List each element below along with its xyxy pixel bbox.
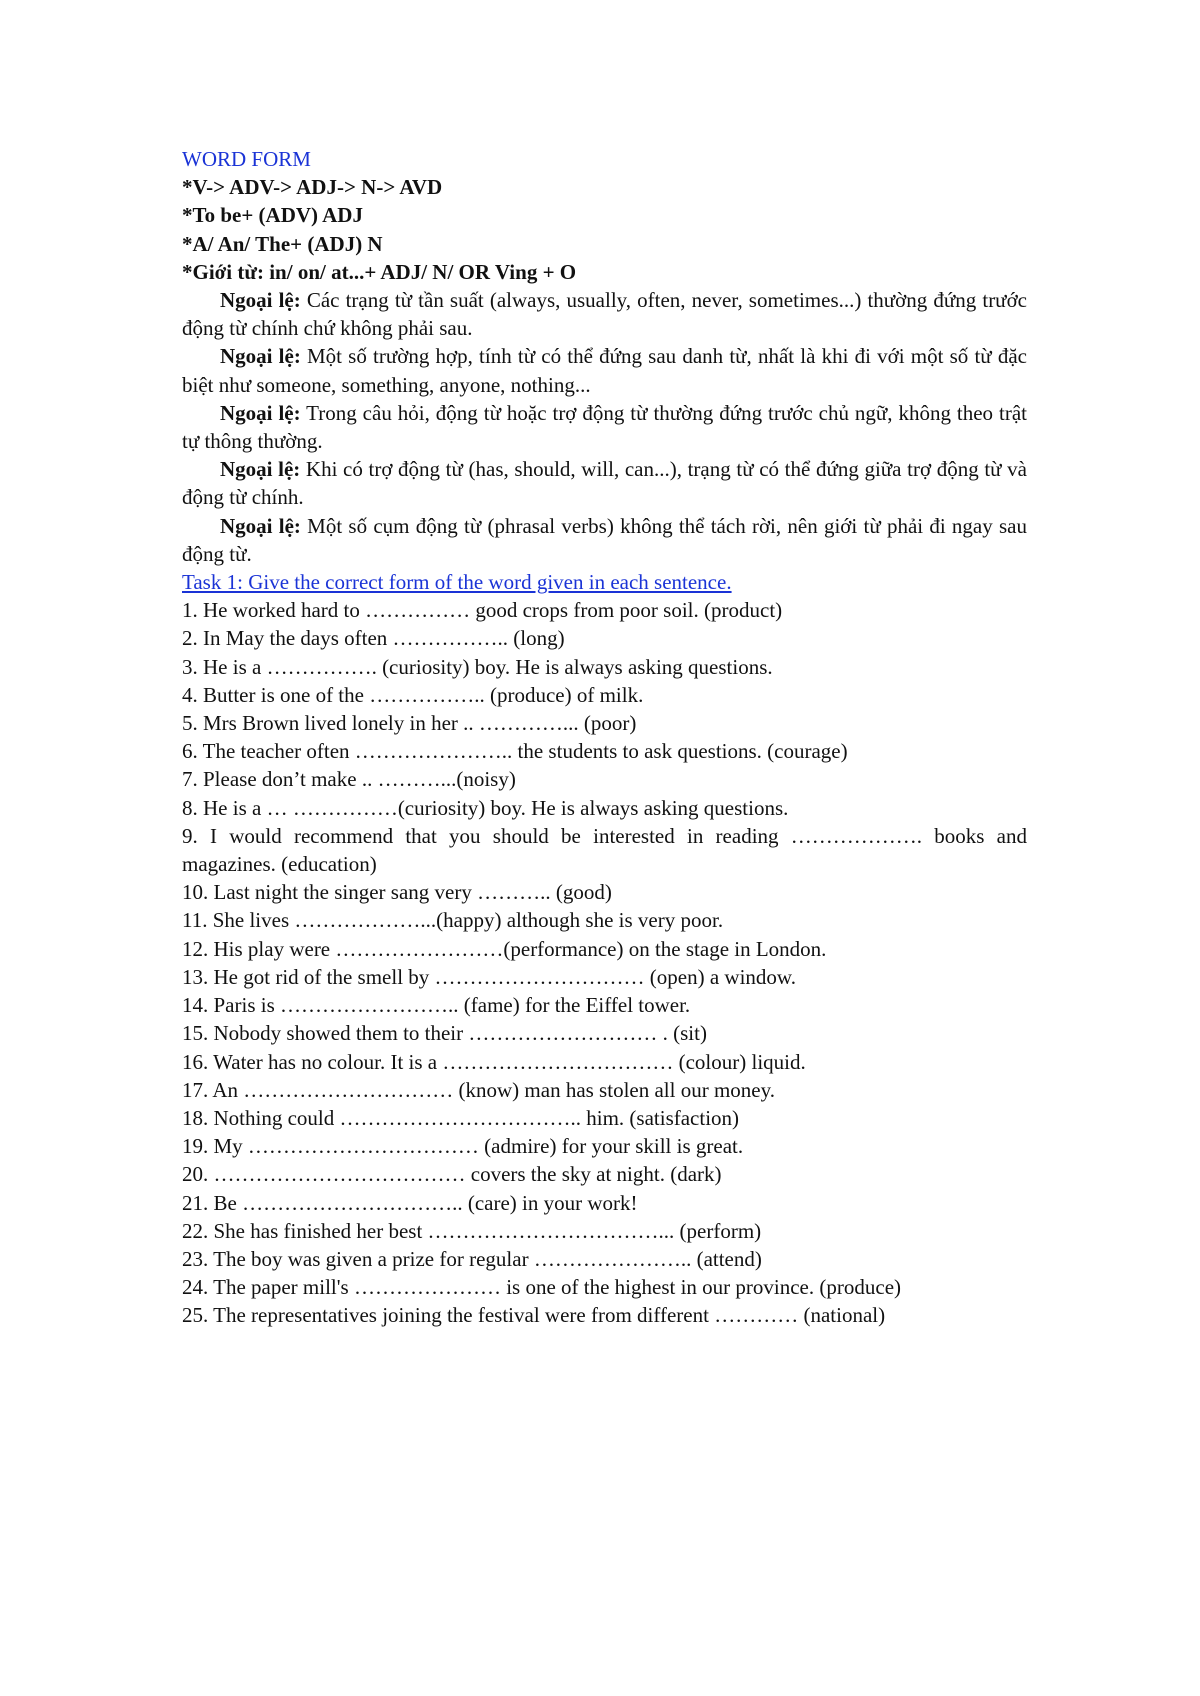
exercise-item: 18. Nothing could …………………………….. him. (satisfaction) xyxy=(182,1105,740,1130)
exception-text: Một số trường hợp, tính từ có thể đứng sau danh từ, nhất là khi đi với một số từ đặc biệt như someone, something, anyone, nothing... xyxy=(182,344,1027,397)
exercise-item: 20. ……………………………… covers the sky at night. (dark) xyxy=(182,1162,722,1187)
exception-note xyxy=(182,512,1027,568)
exercise-item: 22. She has finished her best ……………………………... (perform) xyxy=(182,1218,762,1243)
exception-note xyxy=(182,342,1027,398)
exercise-item: 25. The representatives joining the festival were from different ………… (national) xyxy=(182,1303,886,1328)
exercise-item: 13. He got rid of the smell by ………………………… (open) a window. xyxy=(182,964,796,989)
exception-text: Một số cụm động từ (phrasal verbs) không thể tách rời, nên giới từ phải đi ngay sau động từ. xyxy=(182,513,1027,566)
document-page xyxy=(182,145,1027,1330)
exercise-item: 5. Mrs Brown lived lonely in her .. …………... (poor) xyxy=(182,711,637,736)
exception-label: Ngoại lệ: xyxy=(220,288,301,313)
exception-label: Ngoại lệ: xyxy=(220,457,301,482)
exercise-item: 16. Water has no colour. It is a …………………………… (colour) liquid. xyxy=(182,1049,806,1074)
exercise-item: 10. Last night the singer sang very ……….. (good) xyxy=(182,880,612,905)
rule-3: *A/ An/ The+ (ADJ) N xyxy=(182,231,383,256)
rule-4: *Giới từ: in/ on/ at...+ ADJ/ N/ OR Ving + O xyxy=(182,259,577,284)
exercise-item: 4. Butter is one of the …………….. (produce) of milk. xyxy=(182,682,644,707)
exercise-item: 2. In May the days often …………….. (long) xyxy=(182,626,565,651)
exception-label: Ngoại lệ: xyxy=(220,400,301,425)
rule-2: *To be+ (ADV) ADJ xyxy=(182,203,363,228)
exercise-item: 12. His play were ……………………(performance) on the stage in London. xyxy=(182,936,827,961)
exercise-item: 8. He is a … ……………(curiosity) boy. He is always asking questions. xyxy=(182,795,789,820)
exercise-item: 24. The paper mill's ………………… is one of the highest in our province. (produce) xyxy=(182,1275,902,1300)
exception-text: Khi có trợ động từ (has, should, will, can...), trạng từ có thể đứng giữa trợ động từ và động từ chính. xyxy=(182,457,1027,510)
task-heading: Task 1: Give the correct form of the word given in each sentence. xyxy=(182,570,732,595)
exception-note xyxy=(182,455,1027,511)
exception-label: Ngoại lệ: xyxy=(220,513,301,538)
exercise-item: 15. Nobody showed them to their ……………………… . (sit) xyxy=(182,1021,707,1046)
exercise-item: 14. Paris is …………………….. (fame) for the Eiffel tower. xyxy=(182,993,691,1018)
exercise-item: 11. She lives ………………...(happy) although she is very poor. xyxy=(182,908,724,933)
exercise-item: 23. The boy was given a prize for regular ………………….. (attend) xyxy=(182,1246,762,1271)
exercise-item: 7. Please don’t make .. ………...(noisy) xyxy=(182,767,516,792)
exercise-item: 3. He is a ……………. (curiosity) boy. He is always asking questions. xyxy=(182,654,773,679)
exception-text: Trong câu hỏi, động từ hoặc trợ động từ thường đứng trước chủ ngữ, không theo trật tự thông thường. xyxy=(182,400,1027,454)
exercise-item: 19. My …………………………… (admire) for your skill is great. xyxy=(182,1134,744,1159)
exception-note xyxy=(182,286,1027,342)
exercise-item: 17. An ………………………… (know) man has stolen all our money. xyxy=(182,1077,775,1102)
exercise-item: 21. Be ………………………….. (care) in your work! xyxy=(182,1190,638,1215)
exception-text: Các trạng từ tần suất (always, usually, often, never, sometimes...) thường đứng trước động từ chính chứ không phải sau. xyxy=(182,288,1027,341)
exception-note xyxy=(182,399,1027,455)
exercise-item: 9. I would recommend that you should be interested in reading ………………. books and magazines. (education) xyxy=(182,823,1027,877)
rule-1: *V-> ADV-> ADJ-> N-> AVD xyxy=(182,175,443,200)
exception-label: Ngoại lệ: xyxy=(220,344,301,369)
exercise-item: 6. The teacher often ………………….. the students to ask questions. (courage) xyxy=(182,739,848,764)
exercise-item: 1. He worked hard to …………… good crops from poor soil. (product) xyxy=(182,598,783,623)
page-title: WORD FORM xyxy=(182,147,311,171)
